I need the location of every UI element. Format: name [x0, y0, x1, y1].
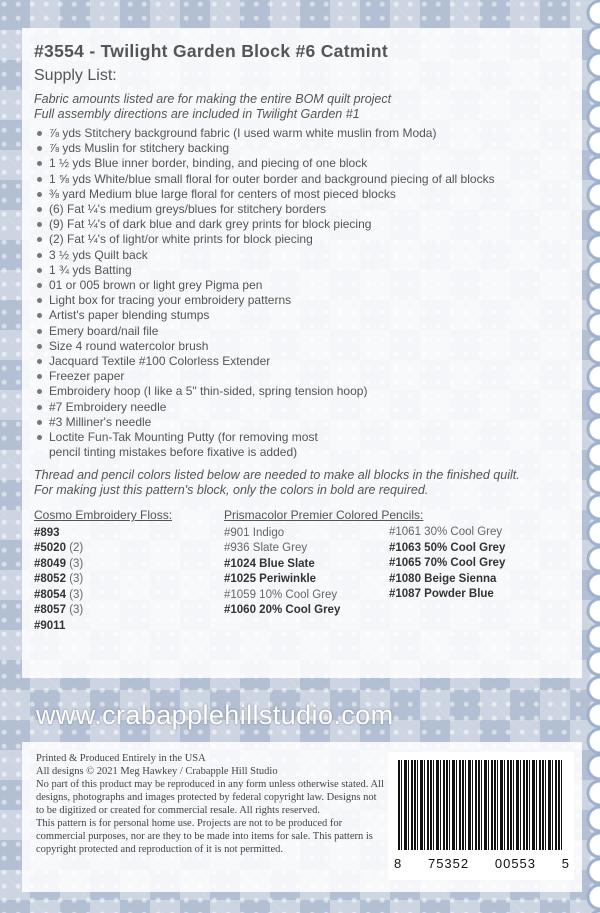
pencil-item: #1087 Powder Blue: [389, 588, 494, 601]
pencil-item: #1080 Beige Sienna: [389, 572, 497, 585]
pencil-column-2: [389, 508, 574, 634]
list-item: Emery board/nail file: [49, 324, 574, 339]
floss-item: #9011: [34, 619, 66, 632]
barcode-bars: [398, 760, 564, 850]
pencil-item: #1024 Blue Slate: [224, 557, 315, 570]
list-item: Size 4 round watercolor brush: [49, 339, 574, 354]
pencil-item: #1061 30% Cool Grey: [389, 526, 503, 539]
floss-item: #8054 (3): [34, 588, 84, 601]
list-item: ⅞ yds Muslin for stitchery backing: [49, 141, 574, 156]
pencil-item: #1025 Periwinkle: [224, 573, 317, 586]
list-item: Embroidery hoop (I like a 5" thin-sided, spring tension hoop): [49, 384, 574, 399]
pencil-column-1: [224, 508, 424, 634]
floss-item: #8057 (3): [34, 604, 84, 617]
floss-item: #8052 (3): [34, 573, 84, 586]
intro-note-2: Full assembly directions are included in Twilight Garden #1: [34, 107, 360, 121]
website-url: www.crabapplehillstudio.com: [36, 700, 394, 730]
list-item: 1 ½ yds Blue inner border, binding, and piecing of one block: [49, 156, 574, 171]
legal-line: Printed & Produced Entirely in the USA: [36, 753, 206, 764]
list-item: ⅜ yard Medium blue large floral for centers of most pieced blocks: [49, 187, 574, 202]
pattern-title: #3554 - Twilight Garden Block #6 Catmint: [34, 41, 388, 61]
supply-content: [34, 40, 574, 634]
list-item: #7 Embroidery needle: [49, 400, 574, 415]
list-item: 01 or 005 brown or light grey Pigma pen: [49, 278, 574, 293]
pencil-item: #1060 20% Cool Grey: [224, 604, 341, 617]
thread-note-2: For making just this pattern's block, only the colors in bold are required.: [34, 483, 429, 498]
list-item: 1 ⅝ yds White/blue small floral for outer border and background piecing of all blocks: [49, 172, 574, 187]
list-item: [49, 430, 574, 460]
legal-line: No part of this product may be reproduced in any form unless otherwise stated. All designs, photographs and images protected by federal copyright law. Designs not to be digitized or created for commercial resale. All rights reserved.: [36, 779, 384, 816]
list-item: 3 ½ yds Quilt back: [49, 248, 574, 263]
pencil-item: #1065 70% Cool Grey: [389, 557, 506, 570]
floss-item: #8049 (3): [34, 557, 84, 570]
thread-note-1: Thread and pencil colors listed below are needed to make all blocks in the finished quilt.: [34, 468, 520, 483]
legal-line: All designs © 2021 Meg Hawkey / Crabapple Hill Studio: [36, 766, 278, 777]
supply-list-heading: Supply List:: [34, 67, 117, 84]
pencil-item: #1063 50% Cool Grey: [389, 541, 506, 554]
putty-line-2: pencil tinting mistakes before fixative is added): [49, 445, 298, 460]
floss-column: [34, 508, 224, 634]
pencil-heading: Prismacolor Premier Colored Pencils:: [224, 508, 424, 523]
pencil-item: #1059 10% Cool Grey: [224, 588, 338, 601]
list-item: (6) Fat ¼'s medium greys/blues for stitchery borders: [49, 202, 574, 217]
floss-heading: Cosmo Embroidery Floss:: [34, 508, 173, 523]
list-item: Light box for tracing your embroidery patterns: [49, 293, 574, 308]
pencil-list-1: [224, 526, 389, 619]
legal-line: This pattern is for personal home use. Projects are not to be produced for commercial purposes, nor are they to be made into items for sale. This pattern is copyright protected and reproduction of it is not permitted.: [36, 818, 373, 855]
pencil-list-2: [389, 525, 574, 603]
pencil-item: #936 Slate Grey: [224, 542, 308, 555]
list-item: (9) Fat ¼'s of dark blue and dark grey prints for block piecing: [49, 217, 574, 232]
list-item: Freezer paper: [49, 369, 574, 384]
legal-panel: [22, 742, 582, 892]
legal-text: [36, 752, 386, 856]
list-item: ⅞ yds Stitchery background fabric (I used warm white muslin from Moda): [49, 126, 574, 141]
barcode: [388, 752, 574, 880]
list-item: Artist's paper blending stumps: [49, 308, 574, 323]
list-item: (2) Fat ¼'s of light/or white prints for block piecing: [49, 232, 574, 247]
list-item: 1 ¾ yds Batting: [49, 263, 574, 278]
putty-line-1: Loctite Fun-Tak Mounting Putty (for removing most: [49, 430, 318, 445]
pencil-item: #901 Indigo: [224, 526, 285, 539]
list-item: #3 Milliner's needle: [49, 415, 574, 430]
supply-list: [34, 126, 574, 460]
color-columns: [34, 508, 574, 634]
barcode-number: 8 75352 00553 5: [394, 856, 570, 871]
floss-item: #5020 (2): [34, 542, 84, 555]
supply-panel: [22, 28, 582, 678]
list-item: Jacquard Textile #100 Colorless Extender: [49, 354, 574, 369]
intro-note-1: Fabric amounts listed are for making the entire BOM quilt project: [34, 92, 392, 106]
floss-item: #893: [34, 526, 60, 539]
